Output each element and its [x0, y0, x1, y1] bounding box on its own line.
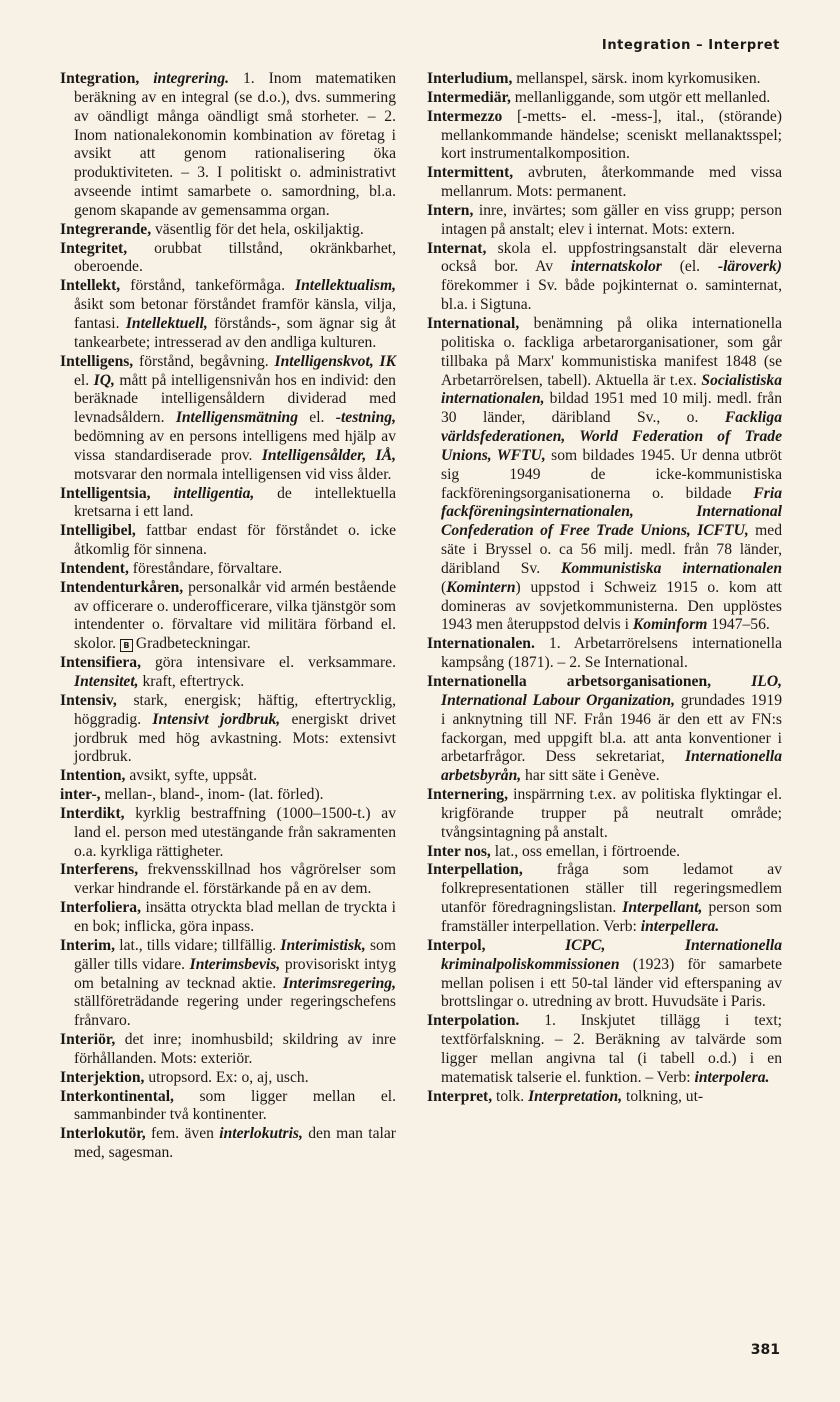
entry-text: åsikt som betonar förståndet framför känsla, vilja, fantasi.: [74, 296, 396, 332]
entry-headword: Intern,: [427, 201, 474, 219]
dictionary-entry: [60, 805, 396, 862]
entry-headword: Interferens,: [60, 861, 139, 879]
dictionary-entry: [60, 579, 396, 654]
entry-text: lat., oss emellan, i förtroende.: [490, 842, 681, 860]
entry-headword: Inter nos,: [427, 842, 491, 860]
entry-italic-term: Intelligensmätning: [175, 409, 298, 427]
dictionary-entry: [60, 786, 396, 805]
dictionary-entry: [60, 861, 396, 899]
entry-text: förekommer i Sv. både pojkinternat o. saminternat, bl.a. i Sigtuna.: [441, 277, 782, 314]
entry-headword: Internationella arbetsorganisationen,: [427, 673, 712, 690]
dictionary-entry: [427, 164, 782, 202]
right-column: [427, 70, 782, 1106]
dictionary-entry: [427, 843, 782, 862]
dictionary-entry: [427, 937, 782, 1012]
dictionary-entry: [427, 1012, 782, 1087]
entry-headword: Integritet,: [60, 239, 128, 257]
entry-italic-term: Intelligensålder, IÅ,: [261, 446, 396, 464]
entry-text: som gäller tills vidare.: [74, 936, 396, 973]
entry-text: som ligger mellan el. sammanbinder två kontinenter.: [74, 1087, 396, 1124]
entry-text: inspärrning t.ex. av politiska flyktingar el. krigförande trupper på neutralt område; tvångsintagning på anstalt.: [441, 786, 782, 841]
entry-italic-term: Internationella arbetsbyrån,: [441, 748, 782, 785]
entry-text: motsvarar den normala intelligensen vid viss ålder.: [74, 465, 392, 483]
entry-text: med säte i Bryssel o. ca 56 milj. medl. från 78 länder, däribland Sv.: [441, 522, 782, 577]
entry-italic-term: Kommunistiska internationalen: [560, 559, 782, 577]
dictionary-entry: [427, 673, 782, 786]
entry-text: göra intensivare el. verksammare.: [141, 654, 396, 672]
dictionary-entry: [60, 692, 396, 767]
entry-italic-term: Intensivt jordbruk,: [152, 710, 281, 728]
dictionary-entry: [427, 108, 782, 165]
entry-text: förstånd, tankeförmåga.: [120, 277, 296, 295]
entry-headword: Intermittent,: [427, 164, 514, 182]
dictionary-entry: [60, 560, 396, 579]
entry-text: kraft, eftertryck.: [138, 673, 245, 690]
entry-text: bedömning av en persons intelligens med hjälp av vissa standardiserade prov.: [74, 428, 396, 464]
entry-headword: Intelligentsia,: [60, 484, 151, 502]
entry-headword: Intendent,: [60, 559, 129, 577]
entry-text: grundades 1919 i anknytning till NF. Från 1946 är den ett av FN:s fackorgan, med uppgift bl.a. att anta konventioner i arbetarfrågor. Dess sekretariat,: [441, 691, 782, 766]
entry-headword: Internationalen.: [427, 635, 535, 653]
dictionary-entry: [60, 1125, 396, 1163]
entry-headword: Intermezzo: [427, 107, 503, 125]
dictionary-entry: [427, 1088, 782, 1107]
entry-italic-term: internatskolor: [570, 258, 662, 276]
entry-headword: Integration,: [60, 70, 140, 87]
entry-headword: Intellekt,: [60, 277, 121, 295]
entry-text: har sitt säte i Genève.: [521, 767, 660, 785]
entry-text: mellan-, bland-, inom- (lat. förled).: [100, 786, 324, 804]
entry-italic-term: Fria fackföreningsinternationalen, International Confederation of Free Trade Unions, ICFTU,: [441, 484, 782, 540]
entry-text: (el.: [661, 258, 718, 276]
entry-text: [151, 485, 174, 502]
entry-text: föreståndare, förvaltare.: [128, 559, 283, 577]
entry-text: [485, 937, 565, 954]
dictionary-entry: [427, 89, 782, 108]
entry-italic-term: Interpretation,: [528, 1087, 623, 1105]
entry-text: 1. Inom matematiken beräkning av en integral (se d.o.), dvs. summering av oändligt många oändligt små storheter. – 2. Inom nationalekonomin kombination av företag i avsikt att genom rationalisering öka produktiviteten. – 3. I politiskt o. administrativt avseende intimt samarbete o. samordning, bl.a. genom skapande av gemensamma organ.: [74, 70, 396, 219]
entry-text: som bildades 1945. Ur denna utbröt sig 1949 de icke-kommunistiska fackföreningsorganisationerna o. bildade: [441, 446, 782, 502]
entry-text: bildad 1951 med 10 milj. medl. från 30 länder, däribland Sv., o.: [441, 390, 782, 427]
entry-text: mellanliggande, som utgör ett mellanled.: [510, 88, 771, 106]
entry-text: väsentlig för det hela, oskiljaktig.: [151, 220, 364, 238]
entry-headword: Internering,: [427, 786, 508, 804]
entry-text: personalkår vid armén bestående av officerare o. underofficerare, vilka tjänstgör som intendenter o. förvaltare vid militära förband el. skolor.: [74, 578, 396, 653]
entry-italic-term: Intelligenskvot, IK: [274, 352, 396, 370]
dictionary-entry: [60, 1069, 396, 1088]
entry-text: de intellektuella kretsarna i ett land.: [74, 484, 397, 521]
entry-italic-term: interlokutris,: [219, 1125, 303, 1143]
entry-text: fråga som ledamot av folkrepresentationen ställer till regeringsmedlem utanför föredragningslistan.: [441, 861, 782, 917]
entry-italic-term: Intellektualism,: [295, 277, 396, 295]
entry-text: fattbar endast för förståndet o. icke åtkomlig för sinnena.: [74, 522, 396, 559]
entry-text: skola el. uppfostringsanstalt där eleverna också bor. Av: [441, 239, 782, 276]
entry-italic-term: interpolera.: [694, 1068, 770, 1086]
entry-text: 1947–56.: [707, 616, 770, 634]
dictionary-entry: [427, 315, 782, 635]
entry-italic-term: Intellektuell,: [125, 314, 208, 332]
entry-text: tolkning, ut-: [622, 1087, 704, 1105]
dictionary-entry: [427, 70, 782, 89]
entry-text: avbruten, återkommande med vissa mellanrum. Mots: permanent.: [441, 164, 782, 201]
entry-text: fem. även: [145, 1125, 220, 1143]
entry-text: kyrklig bestraffning (1000–1500-t.) av land el. person med utestängande från sakramenten o.a. kyrkliga rättigheter.: [74, 804, 396, 860]
entry-text: benämning på olika internationella politiska o. fackliga arbetarorganisationer, som går tillbaka på Marx' kommunistiska manifest 1848 (se Arbetarrörelsen, tabell). Aktuella är t.ex.: [441, 314, 782, 389]
entry-text: förstånd, begåvning.: [133, 352, 275, 370]
entry-text: inre, invärtes; som gäller en viss grupp; person intagen på anstalt; elev i internat. Mots: extern.: [441, 201, 782, 238]
entry-italic-term: Interimsregering,: [282, 974, 396, 992]
entry-italic-term: Interimsbevis,: [189, 955, 281, 973]
entry-italic-term: Interpellant,: [622, 899, 703, 917]
entry-text: orubbat tillstånd, okränkbarhet, oberoende.: [74, 239, 396, 276]
entry-italic-term: Fackliga världsfederationen, World Federation of Trade Unions, WFTU,: [441, 409, 782, 464]
entry-italic-term: Interimistisk,: [280, 936, 366, 954]
entry-text: avsikt, syfte, uppsåt.: [125, 767, 258, 785]
entry-text: förstånds-, som ägnar sig åt tankearbete; intresserad av den andliga kulturen.: [74, 314, 396, 351]
entry-headword: Intendenturkåren,: [60, 578, 184, 596]
dictionary-entry: [60, 654, 396, 692]
dictionary-entry: [427, 635, 782, 673]
gradbeteckning-symbol: B: [120, 639, 133, 652]
entry-headword: inter-,: [60, 786, 101, 804]
entry-text: Gradbeteckningar.: [135, 635, 251, 653]
entry-headword: Intelligens,: [60, 352, 134, 370]
entry-headword: Intention,: [60, 767, 126, 785]
entry-text: den man talar med, sagesman.: [74, 1125, 396, 1162]
entry-text: lat., tills vidare; tillfällig.: [115, 936, 281, 954]
dictionary-entry: [60, 221, 396, 240]
entry-text: (1923) för samarbete mellan polisen i ett 50-tal länder vid efterspaning av brottslingar o. utredning av brott. Huvudsäte i Paris.: [441, 955, 782, 1011]
dictionary-entry: [60, 899, 396, 937]
entry-italic-term: -testning,: [335, 409, 396, 427]
entry-headword: Interpret,: [427, 1087, 493, 1105]
dictionary-entry: [60, 937, 396, 1031]
entry-headword: Interpol,: [427, 936, 486, 954]
dictionary-entry: [60, 1031, 396, 1069]
entry-headword: Interpolation.: [427, 1012, 520, 1030]
entry-italic-term: intelligentia,: [173, 484, 255, 502]
dictionary-entry: [60, 767, 396, 786]
dictionary-entry: [427, 202, 782, 240]
entry-text: provisoriskt intyg om betalning av tecknad aktie.: [74, 955, 397, 992]
dictionary-entry: [427, 786, 782, 843]
entry-headword: Interdikt,: [60, 804, 125, 822]
entry-text: 1. Arbetarrörelsens internationella kampsång (1871). – 2. Se International.: [441, 635, 782, 672]
entry-text: el.: [74, 371, 94, 389]
entry-text: utropsord. Ex: o, aj, usch.: [144, 1068, 309, 1086]
running-head: Integration – Interpret: [601, 38, 780, 53]
entry-headword: International,: [427, 314, 520, 332]
entry-italic-term: Kominform: [632, 616, 708, 634]
entry-italic-term: interpellera.: [640, 917, 720, 935]
entry-italic-term: integrering.: [153, 70, 230, 87]
entry-text: frekvensskillnad hos vågrörelser som verkar hindrande el. förstärkande på en av dem.: [74, 861, 396, 898]
dictionary-entry: [60, 1088, 396, 1126]
entry-text: el.: [298, 409, 336, 427]
entry-text: energiskt drivet jordbruk med hög avkastning. Mots: extensivt jordbruk.: [74, 710, 396, 766]
dictionary-entry: [60, 485, 396, 523]
entry-text: [711, 673, 751, 690]
entry-italic-term: ILO, International Labour Organization,: [441, 673, 782, 709]
entry-italic-term: Socialistiska internationalen,: [441, 371, 782, 408]
entry-headword: Interjektion,: [60, 1068, 145, 1086]
entry-headword: Internat,: [427, 239, 487, 257]
entry-text: ställföreträdande regering under regeringschefens frånvaro.: [74, 993, 396, 1030]
entry-headword: Interiör,: [60, 1031, 116, 1049]
dictionary-entry: [60, 353, 396, 485]
entry-text: [139, 70, 153, 87]
entry-text: [-metts- el. -mess-], ital., (störande) mellankommande händelse; sceniskt mellanaktsspel; kort instrumentalkomposition.: [441, 107, 782, 163]
entry-text: person som framställer interpellation. Verb:: [441, 899, 782, 935]
entry-italic-term: Intensitet,: [74, 673, 139, 690]
entry-headword: Interpellation,: [427, 861, 523, 879]
dictionary-entry: [60, 240, 396, 278]
dictionary-entry: [427, 861, 782, 936]
entry-headword: Interludium,: [427, 70, 513, 87]
entry-headword: Interim,: [60, 936, 115, 954]
entry-text: insätta otryckta blad mellan de tryckta i en bok; inflicka, göra inpass.: [74, 899, 396, 935]
dictionary-entry: [427, 240, 782, 315]
entry-headword: Intensifiera,: [60, 654, 141, 672]
entry-italic-term: ICPC, Internationella kriminalpoliskommissionen: [441, 936, 782, 973]
dictionary-entry: [60, 522, 396, 560]
entry-text: (: [441, 578, 447, 596]
entry-headword: Intelligibel,: [60, 522, 136, 540]
entry-text: 1. Inskjutet tillägg i text; textförfalskning. – 2. Beräkning av talvärde som ligger mellan angivna tal (i tabell o.d.) i en matematisk talserie el. funktion. – Verb:: [441, 1012, 782, 1086]
entry-italic-term: IQ,: [93, 371, 115, 389]
entry-headword: Integrerande,: [60, 220, 152, 238]
entry-headword: Intermediär,: [427, 88, 511, 106]
entry-italic-term: -läroverk): [717, 258, 782, 276]
dictionary-entry: [60, 70, 396, 221]
page-number: 381: [750, 1342, 780, 1358]
dictionary-entry: [60, 277, 396, 352]
entry-headword: Interlokutör,: [60, 1125, 146, 1143]
entry-text: mått på intelligensnivån hos en individ: den beräknade intelligensåldern dividerad med levnadsåldern.: [74, 371, 396, 427]
entry-text: tolk.: [492, 1087, 529, 1105]
entry-headword: Intensiv,: [60, 691, 117, 709]
left-column: [60, 70, 396, 1163]
entry-text: mellanspel, särsk. inom kyrkomusiken.: [512, 70, 761, 87]
entry-headword: Interkontinental,: [60, 1087, 174, 1105]
entry-italic-term: Komintern: [446, 578, 516, 596]
entry-text: det inre; inomhusbild; skildring av inre förhållanden. Mots: exteriör.: [74, 1031, 396, 1067]
entry-text: ) uppstod i Schweiz 1915 o. kom att domineras av sovjetkommunisterna. Den upplöstes 1943 men återuppstod delvis i: [441, 578, 782, 634]
entry-headword: Interfoliera,: [60, 899, 141, 917]
entry-text: stark, energisk; häftig, eftertrycklig, höggradig.: [74, 691, 396, 728]
